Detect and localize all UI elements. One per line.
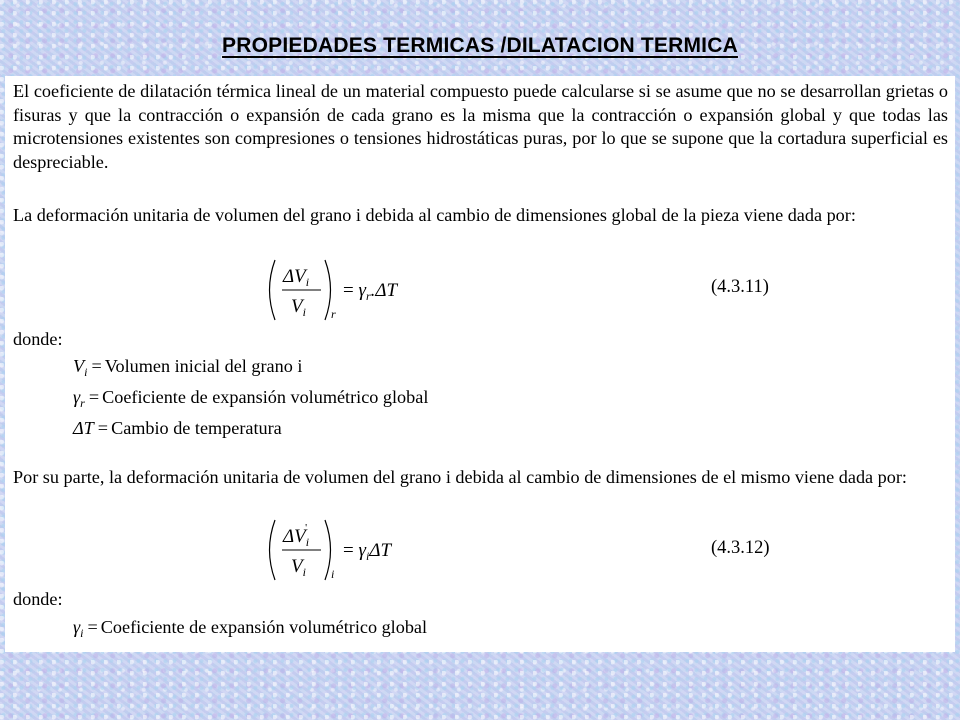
definition-delta-t: ΔT = Cambio de temperatura [73,416,282,446]
eq1-paren-subscript: r [331,307,336,321]
eq1-denominator: $V_i$ [291,296,306,319]
equation-4-3-12-number: (4.3.12) [711,538,770,558]
eq2-paren-subscript: i [331,567,335,581]
right-paren [325,520,331,580]
definition-symbol: $V_i$ [73,356,88,379]
equation-4-3-11-number: (4.3.11) [711,277,769,297]
global-deformation-paragraph: La deformación unitaria de volumen del grano i debida al cambio de dimensiones global de la pieza viene dada por: [13,205,856,225]
definition-text: Volumen inicial del grano i [104,356,303,376]
left-paren [270,520,276,580]
document-panel [5,76,955,652]
slide-title-container [0,34,960,58]
definition-text: Coeficiente de expansión volumétrico global [100,617,428,637]
definition-volume: $V_i$ = Volumen inicial del grano i [73,354,302,384]
definition-gamma-r: $\gamma_r$ = Coeficiente de expansión volumétrico global [73,385,428,415]
equation-4-3-12-graphic [261,518,431,582]
eq2-numerator: $\Delta V_i'$ [283,522,310,549]
definition-text: Coeficiente de expansión volumétrico global [102,387,429,407]
definition-symbol: $\gamma_i$ [73,617,84,640]
definition-text: Cambio de temperatura [111,418,282,438]
equation-4-3-11-graphic [261,258,431,322]
donde-label-2: donde: [13,589,63,609]
equation-4-3-12 [261,518,431,582]
eq2-rhs: = $\gamma_i\Delta T$ [343,540,392,563]
eq2-denominator: $V_i$ [291,556,306,579]
intro-paragraph: El coeficiente de dilatación térmica lineal de un material compuesto puede calcularse si se asume que no se desarrollan grietas o fisuras y que la contracción o expansión de cada grano es la misma que la contracción o expansión global y que todas las microtensiones existentes son compresiones o tensiones hidrostáticas puras, por lo que se supone que la cortadura superficial es despreciable. [13,81,948,172]
own-deformation-paragraph: Por su parte, la deformación unitaria de volumen del grano i debida al cambio de dimensiones de el mismo viene dada por: [13,467,907,487]
right-paren [325,260,331,320]
left-paren [270,260,276,320]
eq1-numerator: $\Delta V_i$ [283,266,310,289]
equation-4-3-11 [261,258,431,322]
eq1-rhs: = $\gamma_r.\Delta T$ [343,280,398,303]
slide-title: PROPIEDADES TERMICAS /DILATACION TERMICA [222,34,738,57]
donde-label-1: donde: [13,329,63,349]
definition-gamma-i: $\gamma_i$ = Coeficiente de expansión volumétrico global [73,615,427,645]
definition-symbol: $\gamma_r$ [73,387,85,410]
definition-symbol: ΔT [73,418,94,438]
